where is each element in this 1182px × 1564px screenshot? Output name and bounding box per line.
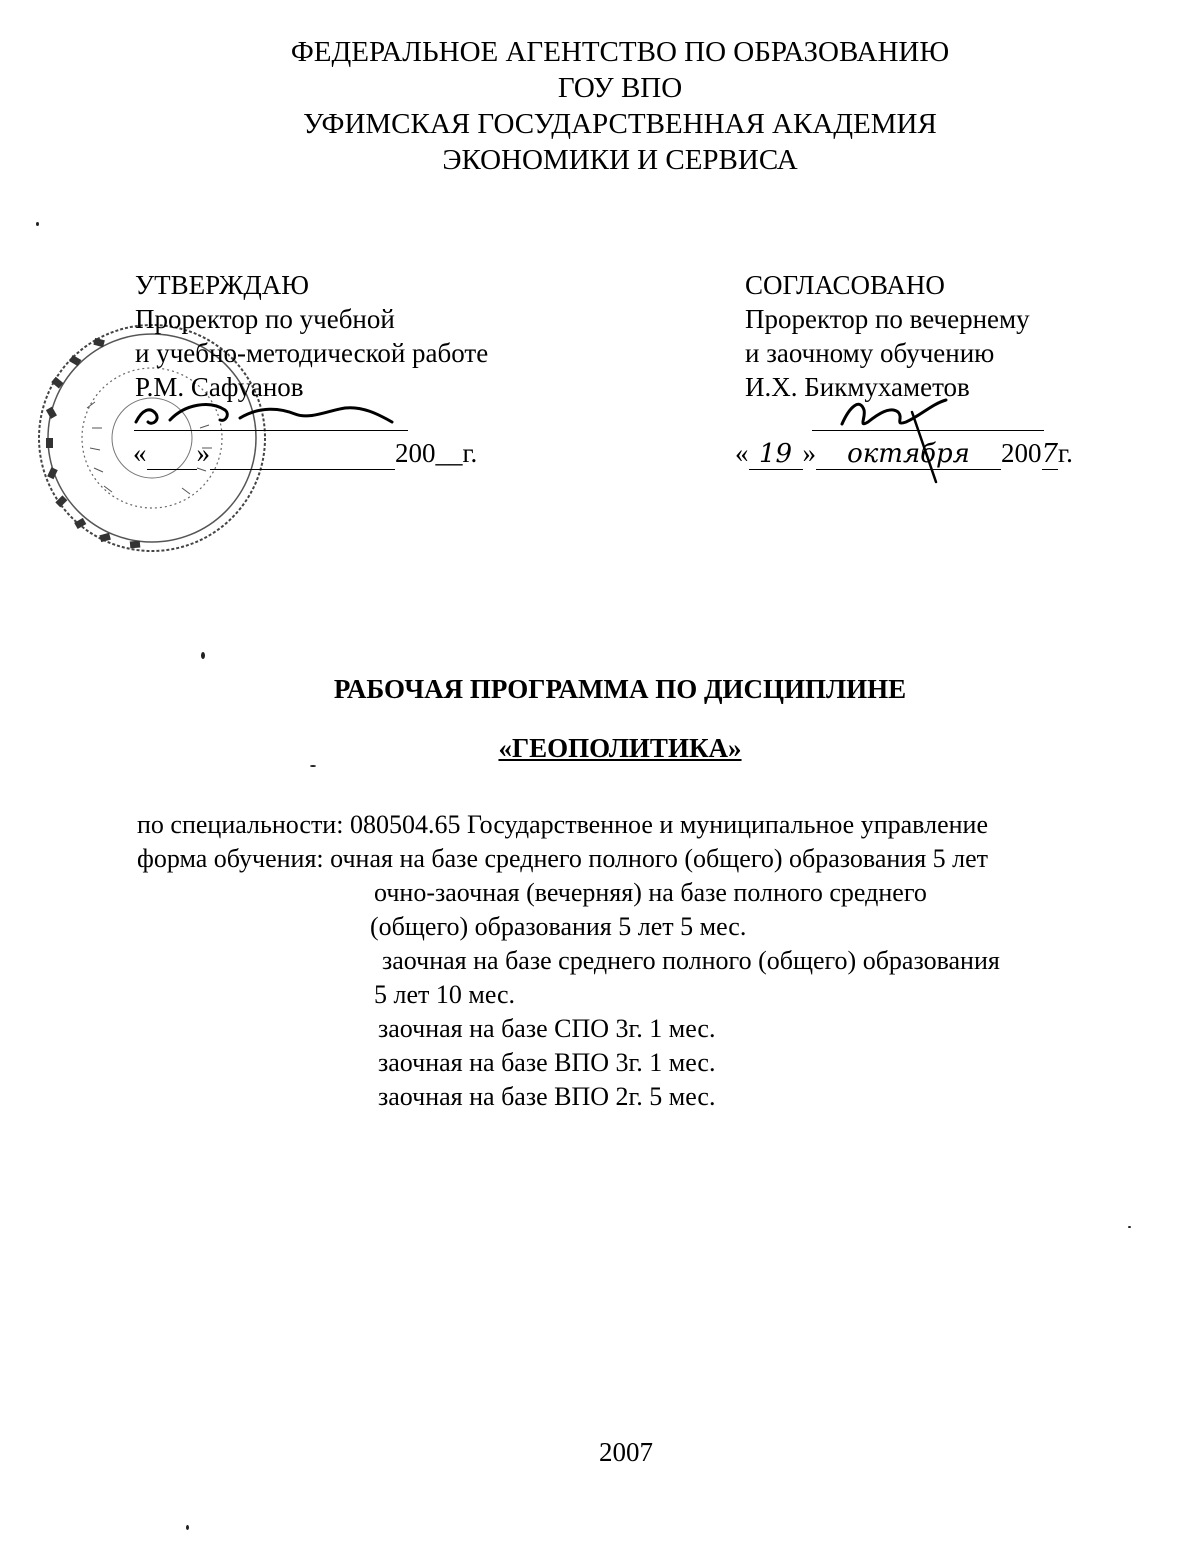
approve-position-line2: и учебно-методической работе bbox=[135, 338, 489, 368]
study-form-item: заочная на базе СПО 3г. 1 мес. bbox=[378, 1014, 716, 1043]
approve-date-day-blank bbox=[147, 438, 197, 470]
document-year: 2007 bbox=[599, 1437, 653, 1467]
agree-date-year-digit: 7 bbox=[1041, 439, 1059, 469]
approve-signature-line bbox=[134, 430, 408, 431]
study-form-item: 5 лет 10 мес. bbox=[374, 980, 516, 1009]
scan-speck bbox=[1128, 1226, 1131, 1228]
agree-signatory-name: И.Х. Бикмухаметов bbox=[745, 372, 970, 402]
approve-signatory-name: Р.М. Сафуанов bbox=[135, 372, 304, 402]
study-specification bbox=[137, 808, 1000, 1114]
study-form-item: (общего) образования 5 лет 5 мес. bbox=[370, 912, 747, 941]
approve-date-month-blank bbox=[210, 438, 395, 470]
study-form-item: заочная на базе ВПО 2г. 5 мес. bbox=[378, 1082, 716, 1111]
approve-position-line1: Проректор по учебной bbox=[135, 304, 395, 334]
scan-speck bbox=[310, 765, 316, 767]
scan-speck bbox=[186, 1525, 189, 1530]
header-line-agency: ФЕДЕРАЛЬНОЕ АГЕНТСТВО ПО ОБРАЗОВАНИЮ bbox=[290, 36, 950, 68]
header-line-economics: ЭКОНОМИКИ И СЕРВИСА bbox=[442, 144, 798, 176]
study-form-item: заочная на базе ВПО 3г. 1 мес. bbox=[378, 1048, 716, 1077]
study-form-item: очно-заочная (вечерняя) на базе полного среднего bbox=[374, 878, 927, 907]
approve-date-year: 200__г. bbox=[395, 438, 478, 468]
specialty-line: по специальности: 080504.65 Государственное и муниципальное управление bbox=[137, 810, 988, 839]
study-form-line: форма обучения: очная на базе среднего полного (общего) образования 5 лет bbox=[137, 844, 989, 873]
agree-heading: СОГЛАСОВАНО bbox=[745, 270, 945, 300]
agree-position-line1: Проректор по вечернему bbox=[745, 304, 1030, 334]
agree-date-close-quote: » bbox=[802, 438, 816, 468]
document-title: РАБОЧАЯ ПРОГРАММА ПО ДИСЦИПЛИНЕ bbox=[333, 674, 907, 704]
approval-block bbox=[135, 268, 555, 404]
agree-signature-line bbox=[812, 430, 1044, 431]
study-form-item: заочная на базе среднего полного (общего) образования bbox=[382, 946, 1000, 975]
scan-speck bbox=[36, 222, 39, 226]
header-line-academy: УФИМСКАЯ ГОСУДАРСТВЕННАЯ АКАДЕМИЯ bbox=[303, 108, 937, 140]
scan-speck bbox=[201, 652, 205, 659]
approve-heading: УТВЕРЖДАЮ bbox=[135, 270, 310, 300]
agree-date-year-prefix: 200 bbox=[1001, 438, 1042, 468]
approve-date-row bbox=[133, 438, 477, 470]
approve-date-close-quote: » bbox=[196, 438, 210, 468]
agree-date-open-quote: « bbox=[735, 438, 749, 468]
agree-date-day: 19 bbox=[749, 439, 803, 470]
approve-date-open-quote: « bbox=[133, 438, 147, 468]
agree-position-line2: и заочному обучению bbox=[745, 338, 995, 368]
agree-date-row bbox=[735, 438, 1073, 470]
header-line-gou: ГОУ ВПО bbox=[557, 72, 683, 104]
discipline-title: «ГЕОПОЛИТИКА» bbox=[498, 733, 742, 763]
agree-date-month: октября bbox=[816, 439, 1001, 470]
organization-header bbox=[0, 34, 1182, 178]
approve-signature-icon bbox=[130, 392, 400, 438]
agree-date-year-suffix: г. bbox=[1058, 438, 1073, 468]
